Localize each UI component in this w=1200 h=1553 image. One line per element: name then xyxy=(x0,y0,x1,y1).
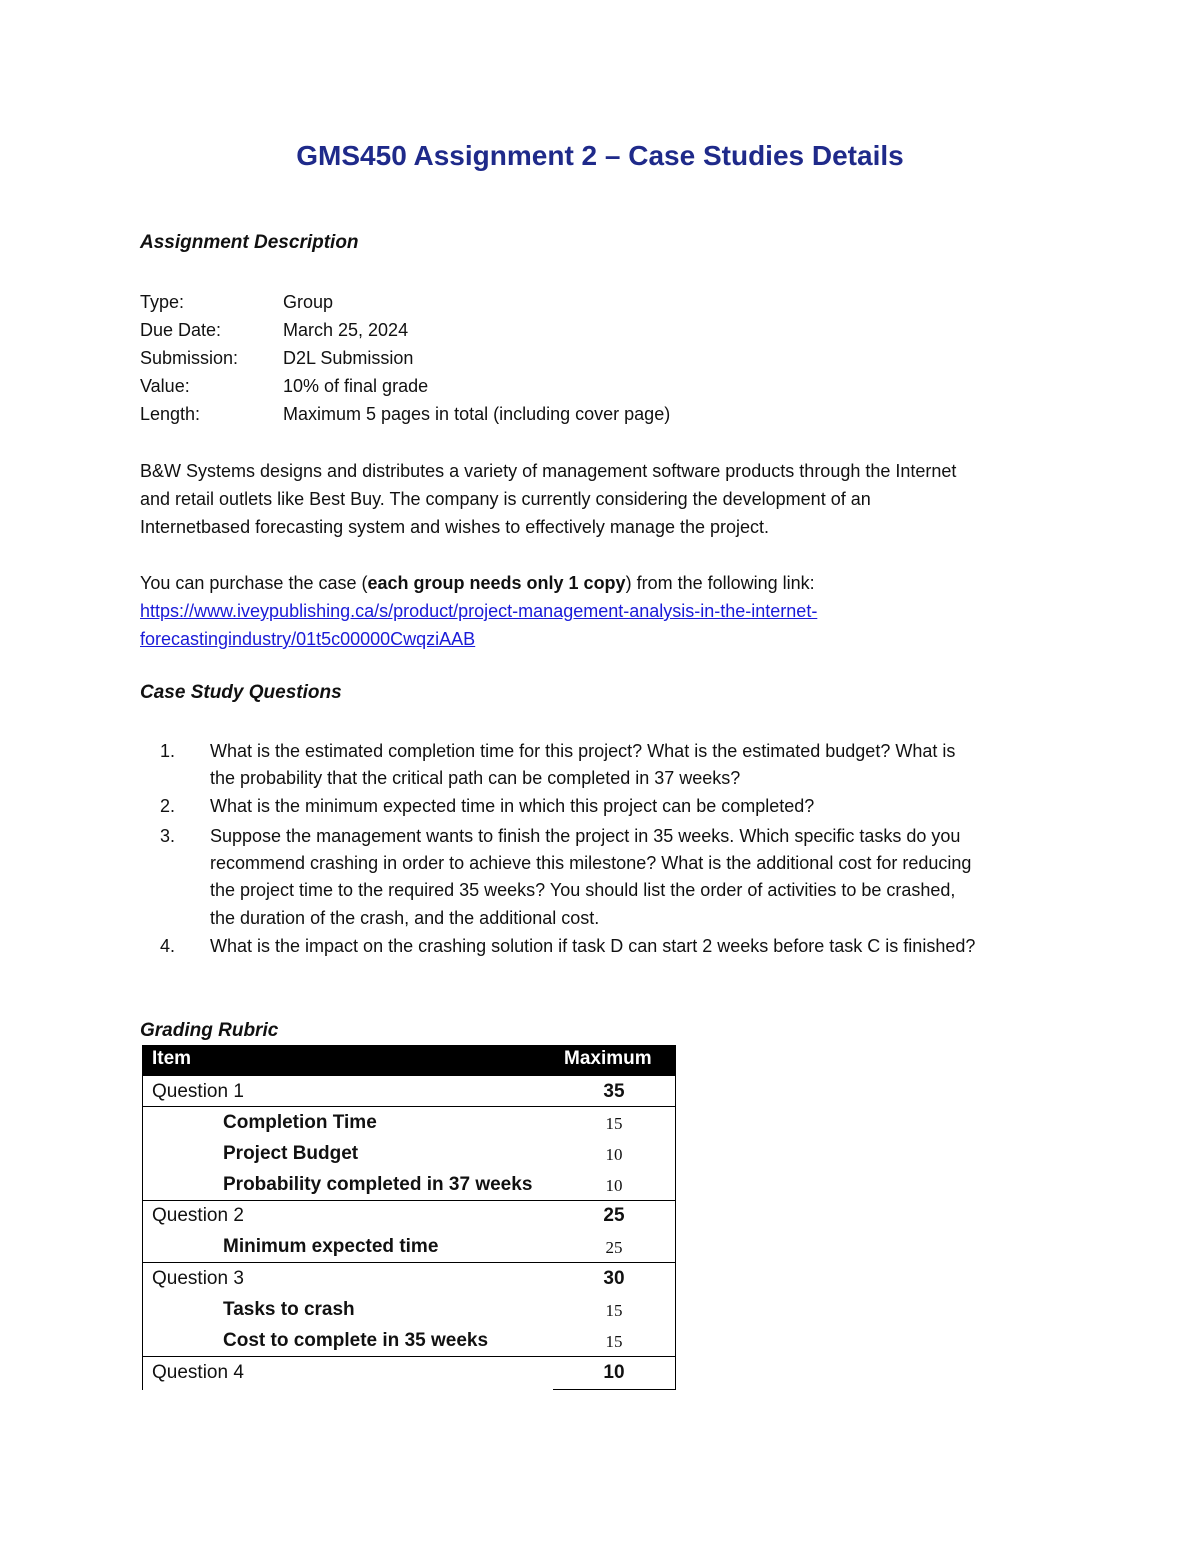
page-title: GMS450 Assignment 2 – Case Studies Details xyxy=(296,140,904,171)
rubric-max: 10 xyxy=(605,1145,623,1164)
rubric-row xyxy=(142,1326,676,1356)
info-label: Length: xyxy=(140,404,201,424)
rubric-row xyxy=(142,1358,676,1388)
question-number: 4. xyxy=(160,936,176,956)
rubric-item: Question 4 xyxy=(152,1362,244,1383)
rubric-row xyxy=(142,1264,676,1294)
question-line: the duration of the crash, and the additional cost. xyxy=(210,908,600,928)
info-value: D2L Submission xyxy=(283,348,414,368)
rubric-max: 10 xyxy=(603,1362,625,1383)
question-number: 3. xyxy=(160,826,176,846)
question-line: What is the impact on the crashing solution if task D can start 2 weeks before task C is finished? xyxy=(210,936,976,956)
rubric-border-right xyxy=(675,1045,676,1390)
question-number: 1. xyxy=(160,741,176,761)
info-label: Type: xyxy=(140,292,185,312)
rubric-max: 15 xyxy=(605,1114,623,1133)
rubric-divider xyxy=(142,1200,676,1201)
question-line: the probability that the critical path can be completed in 37 weeks? xyxy=(210,768,741,788)
case-link[interactable] xyxy=(140,601,817,622)
question-line: recommend crashing in order to achieve this milestone? What is the additional cost for reducing xyxy=(210,853,972,873)
rubric-max: 15 xyxy=(605,1332,623,1351)
rubric-item: Question 1 xyxy=(152,1081,244,1102)
purchase-text xyxy=(140,573,815,594)
rubric-max: 10 xyxy=(605,1176,623,1195)
rubric-header-maximum: Maximum xyxy=(564,1048,652,1069)
rubric-row xyxy=(142,1232,676,1262)
rubric-item: Minimum expected time xyxy=(223,1236,439,1257)
purchase-text-after: ) from the following link: xyxy=(625,573,815,593)
question-line: What is the minimum expected time in which this project can be completed? xyxy=(210,796,815,816)
rubric-row xyxy=(142,1077,676,1107)
info-label: Submission: xyxy=(140,348,239,368)
info-value: March 25, 2024 xyxy=(283,320,409,340)
info-value: Maximum 5 pages in total (including cover page) xyxy=(283,404,671,424)
case-link-line-1[interactable]: https://www.iveypublishing.ca/s/product/project-management-analysis-in-the-internet- xyxy=(140,601,818,621)
info-value: 10% of final grade xyxy=(283,376,429,396)
rubric-border-left xyxy=(142,1045,143,1390)
rubric-divider xyxy=(142,1262,676,1263)
rubric-divider xyxy=(553,1389,676,1390)
case-study-questions-heading: Case Study Questions xyxy=(140,682,342,703)
question-line: Suppose the management wants to finish the project in 35 weeks. Which specific tasks do you xyxy=(210,826,961,846)
info-label: Due Date: xyxy=(140,320,222,340)
rubric-item: Cost to complete in 35 weeks xyxy=(223,1330,489,1351)
description-line: and retail outlets like Best Buy. The company is currently considering the development of an xyxy=(140,489,871,509)
rubric-item: Probability completed in 37 weeks xyxy=(223,1174,533,1195)
info-value: Group xyxy=(283,292,334,312)
rubric-item: Question 2 xyxy=(152,1205,244,1226)
description-line: Internetbased forecasting system and wishes to effectively manage the project. xyxy=(140,517,770,537)
rubric-row xyxy=(142,1295,676,1325)
question-line: the project time to the required 35 weeks? You should list the order of activities to be crashed, xyxy=(210,880,956,900)
question-number: 2. xyxy=(160,796,176,816)
case-link-continued[interactable] xyxy=(140,629,475,650)
rubric-row xyxy=(142,1108,676,1138)
rubric-max: 30 xyxy=(603,1268,625,1289)
rubric-item: Project Budget xyxy=(223,1143,359,1164)
rubric-max: 25 xyxy=(603,1205,625,1226)
purchase-text-bold: each group needs only 1 copy xyxy=(367,573,626,593)
rubric-header-item: Item xyxy=(152,1048,192,1069)
rubric-header-row xyxy=(142,1045,676,1076)
grading-rubric-heading: Grading Rubric xyxy=(140,1020,279,1041)
rubric-item: Question 3 xyxy=(152,1268,244,1289)
rubric-row xyxy=(142,1201,676,1231)
purchase-text-before: You can purchase the case ( xyxy=(140,573,368,593)
case-link-line-2[interactable]: forecastingindustry/01t5c00000CwqziAAB xyxy=(140,629,476,649)
rubric-row xyxy=(142,1139,676,1169)
rubric-item: Completion Time xyxy=(223,1112,377,1133)
assignment-description-heading: Assignment Description xyxy=(140,232,359,253)
rubric-divider xyxy=(142,1106,676,1107)
rubric-divider xyxy=(142,1356,676,1357)
rubric-max: 15 xyxy=(605,1301,623,1320)
question-line: What is the estimated completion time for this project? What is the estimated budget? What is xyxy=(210,741,956,761)
info-label: Value: xyxy=(140,376,190,396)
rubric-item: Tasks to crash xyxy=(223,1299,355,1320)
rubric-max: 35 xyxy=(603,1081,625,1102)
description-line: B&W Systems designs and distributes a variety of management software products through the Internet xyxy=(140,461,957,481)
rubric-row xyxy=(142,1170,676,1200)
rubric-max: 25 xyxy=(605,1238,623,1257)
